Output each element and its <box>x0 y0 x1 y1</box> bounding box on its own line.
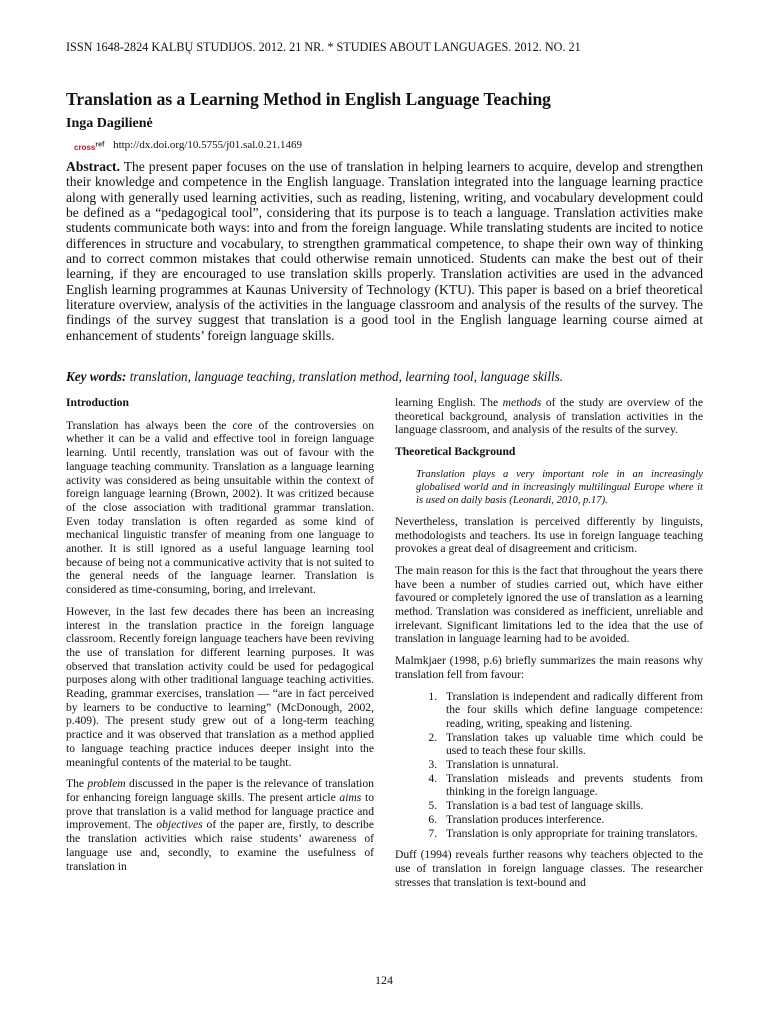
text: discussed in the paper is the relevance of translation for enhancing foreign language skills. The present article <box>66 777 374 804</box>
author-name: Inga Dagilienė <box>66 116 153 131</box>
emphasis: methods <box>502 396 542 409</box>
paper-title: Translation as a Learning Method in English Language Teaching <box>66 89 551 109</box>
abstract <box>66 159 703 343</box>
doi-link[interactable]: http://dx.doi.org/10.5755/j01.sal.0.21.1469 <box>113 139 303 151</box>
emphasis: aims <box>339 790 362 804</box>
page-number: 124 <box>375 973 393 987</box>
left-column <box>66 396 374 881</box>
list-item: 3. Translation is unnatural. <box>440 758 703 772</box>
paragraph <box>395 396 703 437</box>
list-item: 5. Translation is a bad test of language skills. <box>440 799 703 813</box>
journal-header: ISSN 1648-2824 KALBŲ STUDIJOS. 2012. 21 NR. * STUDIES ABOUT LANGUAGES. 2012. NO. 21 <box>66 40 581 54</box>
list-item: 4. Translation misleads and prevents students from thinking in the foreign language. <box>440 772 703 799</box>
paragraph: However, in the last few decades there has been an increasing interest in the translation practice in the foreign language classroom. Recently foreign language teachers have been reviving the use of translation for different learning purposes. It was observed that translation activity could be used for pedagogical purposes along with other traditional language teaching activities. Reading, grammar exercises, translation — “are in fact perceived by learners to be conductive to learning” (McDonough, 2002, p.409). The present study grew out of a long-term teaching practice and it was observed that translation as a method applied to language teaching practice induces deeper insight into the meaningful contents of the material to be taught. <box>66 604 374 769</box>
paragraph: Translation has always been the core of the controversies on whether it can be a valid and effective tool in foreign language learning. Until recently, translation was out of favour with the language teaching community. Translation as a language learning activity was considered as being unsuitable within the context of foreign language learning (Brown, 2002). It was critized because of the close association with traditional grammar translation. Even today translation is often regarded as some kind of mechanical linguistic transfer of meaning from one language to another. It is still ignored as a useful language learning tool because of being not a communicative activity that is not suited to the general needs of the language learner. Translation is considered as time-consuming, boring, and irrelevant. <box>66 418 374 597</box>
text: of the paper are, firstly, to describe the translation activities which raise students’ awareness of language use and, secondly, to examine the usefulness of translation in <box>66 818 374 873</box>
keywords-text: translation, language teaching, translation method, learning tool, language skills. <box>126 369 564 384</box>
list-item: 7. Translation is only appropriate for training translators. <box>440 827 703 841</box>
crossref-logo: cross$^{ref}$ <box>74 141 105 152</box>
text: learning English. The <box>395 396 503 409</box>
paragraph: The main reason for this is the fact that throughout the years there have been a number of studies carried out, which have either favoured or completely ignored the use of translation as a learning method. Translation was considered as inefficient, unreliable and irrelevant. Significant limitations led to the idea that the use of translation in language learning had to be avoided. <box>395 563 703 646</box>
section-heading-theoretical-background: Theoretical Background <box>395 445 516 459</box>
block-quote: Translation plays a very important role in an increasingly globalised world and in increasingly multilingual Europe where it is used on daily basis (Leonardi, 2010, p.17). <box>416 468 703 506</box>
right-column <box>395 396 703 897</box>
emphasis: objectives <box>156 818 203 832</box>
paragraph <box>66 777 374 873</box>
keywords <box>66 369 703 385</box>
text: of the study are overview of the theoretical background, analysis of translation activities in the language classroom, and analysis of the results of the survey. <box>395 396 703 437</box>
abstract-label: Abstract. <box>66 159 120 174</box>
abstract-text: The present paper focuses on the use of translation in helping learners to acquire, develop and strengthen their knowledge and competence in the English language. Translation integrated into the language learning practice along with generally used learning activities, such as reading, listening, writing, and vocabulary development could be defined as a “pedagogical tool”, considering that its purpose is to teach a language. Translation activities make students communicate both ways: into and from the foreign language. While translating students are incited to notice differences in structure and vocabulary, to strengthen grammatical competence, to shape their own way of thinking and to correct common mistakes that could otherwise remain unnoticed. Students can make the best out of their learning, if they are encouraged to use translation skills properly. Translation activities are used in the advanced English learning programmes at Kaunas University of Technology (KTU). This paper is based on a brief theoretical literature overview, analysis of the activities in the language classroom and analysis of the results of the survey. The findings of the survey suggest that translation is a good tool in the English language learning course aimed at enhancement of students’ foreign language skills. <box>66 159 703 343</box>
paragraph: Duff (1994) reveals further reasons why teachers objected to the use of translation in foreign language classes. The researcher stresses that translation is text-bound and <box>395 848 703 889</box>
keywords-label: Key words: <box>66 369 127 384</box>
reasons-list <box>395 690 703 841</box>
text: The <box>66 777 88 791</box>
list-item: 1. Translation is independent and radically different from the four skills which define language competence: reading, writing, speaking and listening. <box>440 690 703 731</box>
paragraph: Malmkjaer (1998, p.6) briefly summarizes the main reasons why translation fell from favour: <box>395 654 703 681</box>
paragraph: Nevertheless, translation is perceived differently by linguists, methodologists and teachers. Its use in foreign language teaching provokes a great deal of disagreement and criticism. <box>395 514 703 556</box>
text: to prove that translation is a valid method for language practice and improvement. The <box>66 790 374 832</box>
list-item: 6. Translation produces interference. <box>440 813 703 827</box>
list-item: 2. Translation takes up valuable time which could be used to teach these four skills. <box>440 731 703 758</box>
section-heading-introduction: Introduction <box>66 396 129 409</box>
emphasis: problem <box>87 777 126 791</box>
doi-line <box>74 139 302 152</box>
